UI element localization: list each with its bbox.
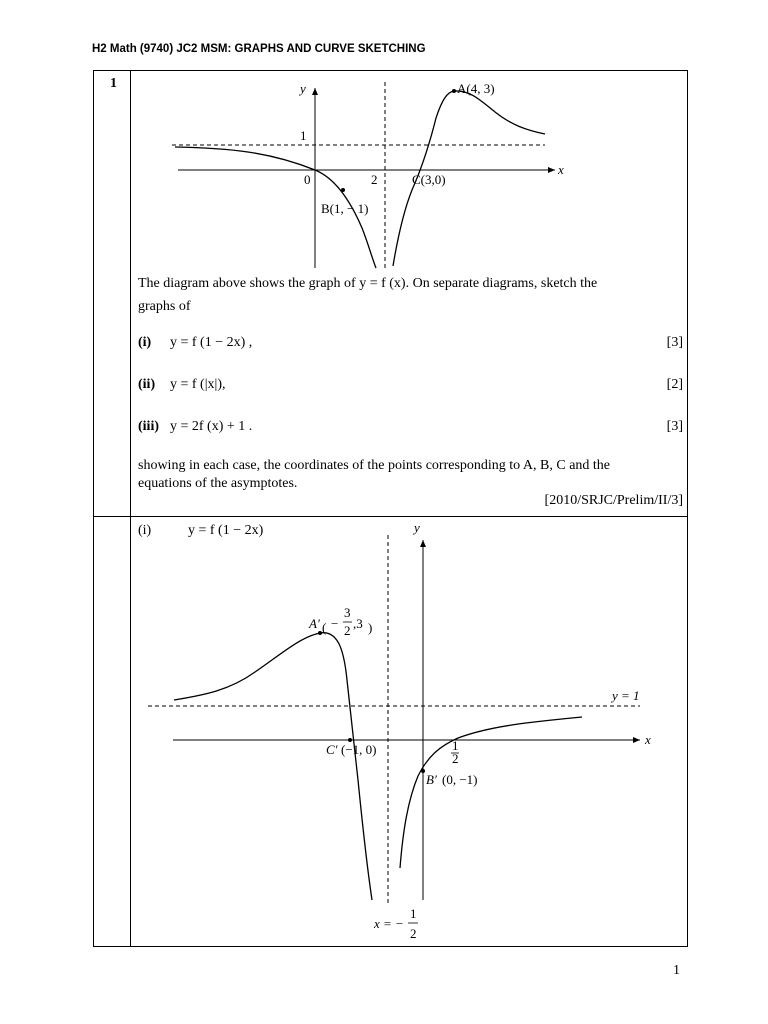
solution-label: (i)	[138, 523, 152, 538]
g2-point-C-coord: (−1, 0)	[341, 742, 377, 757]
g2-half-den: 2	[452, 751, 459, 766]
g2-A-sign: −	[331, 616, 339, 631]
part-ii-expr: y = f (|x|),	[170, 377, 226, 392]
page-header: H2 Math (9740) JC2 MSM: GRAPHS AND CURVE SKETCHING	[92, 43, 426, 55]
g1-origin: 0	[304, 172, 311, 187]
g1-point-C-label: C(3,0)	[412, 172, 446, 187]
question-number: 1	[110, 76, 117, 91]
part-i-label: (i)	[138, 335, 152, 350]
part-iii-expr: y = 2f (x) + 1 .	[170, 419, 253, 434]
g2-point-B-label: B′	[426, 772, 437, 787]
g2-A-num: 3	[344, 605, 351, 620]
part-ii-marks: [2]	[666, 377, 683, 392]
g1-point-B-label: B(1, − 1)	[321, 201, 369, 216]
g2-A-bracket-open: (	[322, 620, 327, 635]
part-iii-marks: [3]	[666, 419, 683, 434]
question-closing-line1: showing in each case, the coordinates of the points corresponding to A, B, C and the	[138, 458, 611, 473]
g2-point-B-coord: (0, −1)	[442, 772, 478, 787]
part-iii-label: (iii)	[138, 419, 159, 434]
g2-A-den: 2	[344, 623, 351, 638]
question-intro-line1: The diagram above shows the graph of y = f (x). On separate diagrams, sketch the	[138, 276, 598, 291]
solution-expr: y = f (1 − 2x)	[188, 523, 264, 538]
g2-point-B	[421, 769, 425, 773]
g2-x-label: x	[645, 732, 651, 747]
g2-asymptote-v-label: x = −	[374, 916, 404, 931]
g1-tick-1: 1	[300, 128, 307, 143]
g2-half-num: 1	[452, 738, 459, 753]
g2-asymptote-v-num: 1	[410, 906, 417, 921]
g2-A-bracket-close: )	[368, 620, 373, 635]
part-i-expr: y = f (1 − 2x) ,	[170, 335, 253, 350]
g1-x-label: x	[558, 162, 564, 177]
question-closing-line2: equations of the asymptotes.	[138, 476, 298, 491]
g2-A-y: ,3	[353, 616, 363, 631]
part-ii-label: (ii)	[138, 377, 156, 392]
g2-y-label: y	[414, 520, 420, 535]
g2-curve-left	[174, 633, 372, 900]
g1-point-A-label: A(4, 3)	[457, 81, 495, 96]
page-number: 1	[673, 963, 680, 978]
g1-tick-2: 2	[371, 172, 378, 187]
question-intro-line2: graphs of	[138, 299, 191, 314]
g2-asymptote-h-label: y = 1	[612, 688, 640, 703]
g1-y-label: y	[300, 81, 306, 96]
part-i-marks: [3]	[666, 335, 683, 350]
g2-point-C-label: C′	[326, 742, 338, 757]
g2-point-A-label: A′	[309, 616, 320, 631]
question-source: [2010/SRJC/Prelim/II/3]	[544, 493, 683, 508]
g2-asymptote-v-den: 2	[410, 926, 417, 941]
